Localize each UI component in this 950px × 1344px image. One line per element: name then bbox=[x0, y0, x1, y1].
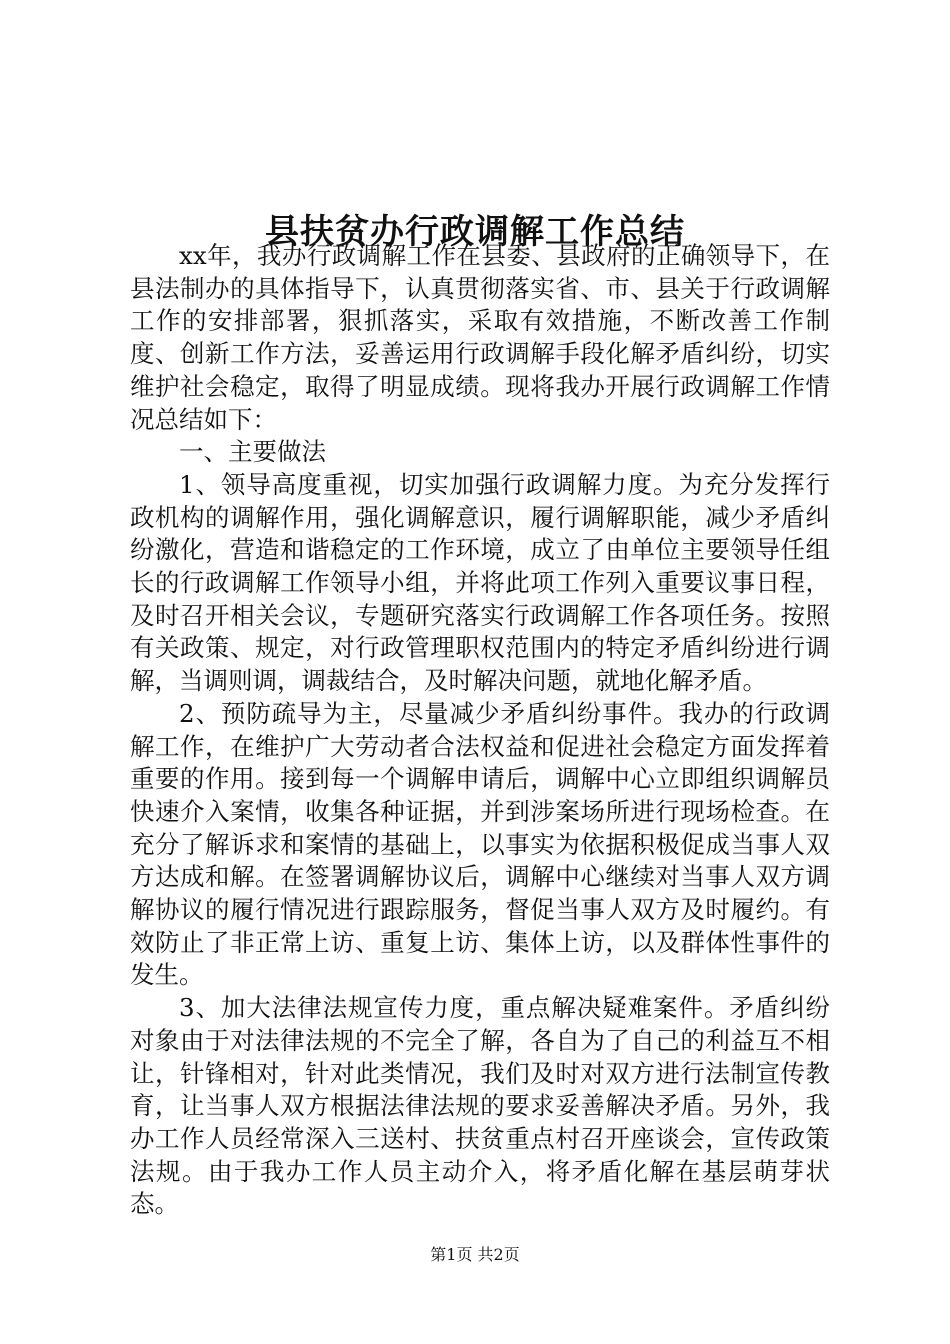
document-title: 县扶贫办行政调解工作总结 bbox=[265, 211, 685, 252]
intro-paragraph: xx年，我办行政调解工作在县委、县政府的正确领导下，在县法制办的具体指导下，认真贯彻落实省、市、县关于行政调解工作的安排部署，狠抓落实，采取有效措施，不断改善工作制度、创新工作方法，妥善运用行政调解手段化解矛盾纠纷，切实维护社会稳定，取得了明显成绩。现将我办开展行政调解工作情况总结如下： bbox=[130, 241, 830, 434]
page-number-footer: 第1页 共2页 bbox=[430, 1245, 520, 1264]
document-body bbox=[130, 240, 830, 1221]
paragraph-item-3: 3、加大法律法规宣传力度，重点解决疑难案件。矛盾纠纷对象由于对法律法规的不完全了解，各自为了自己的利益互不相让，针锋相对，针对此类情况，我们及时对双方进行法制宣传教育，让当事人双方根据法律法规的要求妥善解决矛盾。另外，我办工作人员经常深入三送村、扶贫重点村召开座谈会，宣传政策法规。由于我办工作人员主动介入，将矛盾化解在基层萌芽状态。 bbox=[130, 993, 830, 1219]
paragraph-item-1: 1、领导高度重视，切实加强行政调解力度。为充分发挥行政机构的调解作用，强化调解意识，履行调解职能，减少矛盾纠纷激化，营造和谐稳定的工作环境，成立了由单位主要领导任组长的行政调解工作领导小组，并将此项工作列入重要议事日程，及时召开相关会议，专题研究落实行政调解工作各项任务。按照有关政策、规定，对行政管理职权范围内的特定矛盾纠纷进行调解，当调则调，调裁结合，及时解决问题，就地化解矛盾。 bbox=[130, 469, 830, 696]
paragraph-item-2: 2、预防疏导为主，尽量减少矛盾纠纷事件。我办的行政调解工作，在维护广大劳动者合法权益和促进社会稳定方面发挥着重要的作用。接到每一个调解申请后，调解中心立即组织调解员快速介入案情，收集各种证据，并到涉案场所进行现场检查。在充分了解诉求和案情的基础上，以事实为依据积极促成当事人双方达成和解。在签署调解协议后，调解中心继续对当事人双方调解协议的履行情况进行跟踪服务，督促当事人双方及时履约。有效防止了非正常上访、重复上访、集体上访，以及群体性事件的发生。 bbox=[130, 698, 830, 990]
section-heading: 一、主要做法 bbox=[179, 437, 326, 467]
